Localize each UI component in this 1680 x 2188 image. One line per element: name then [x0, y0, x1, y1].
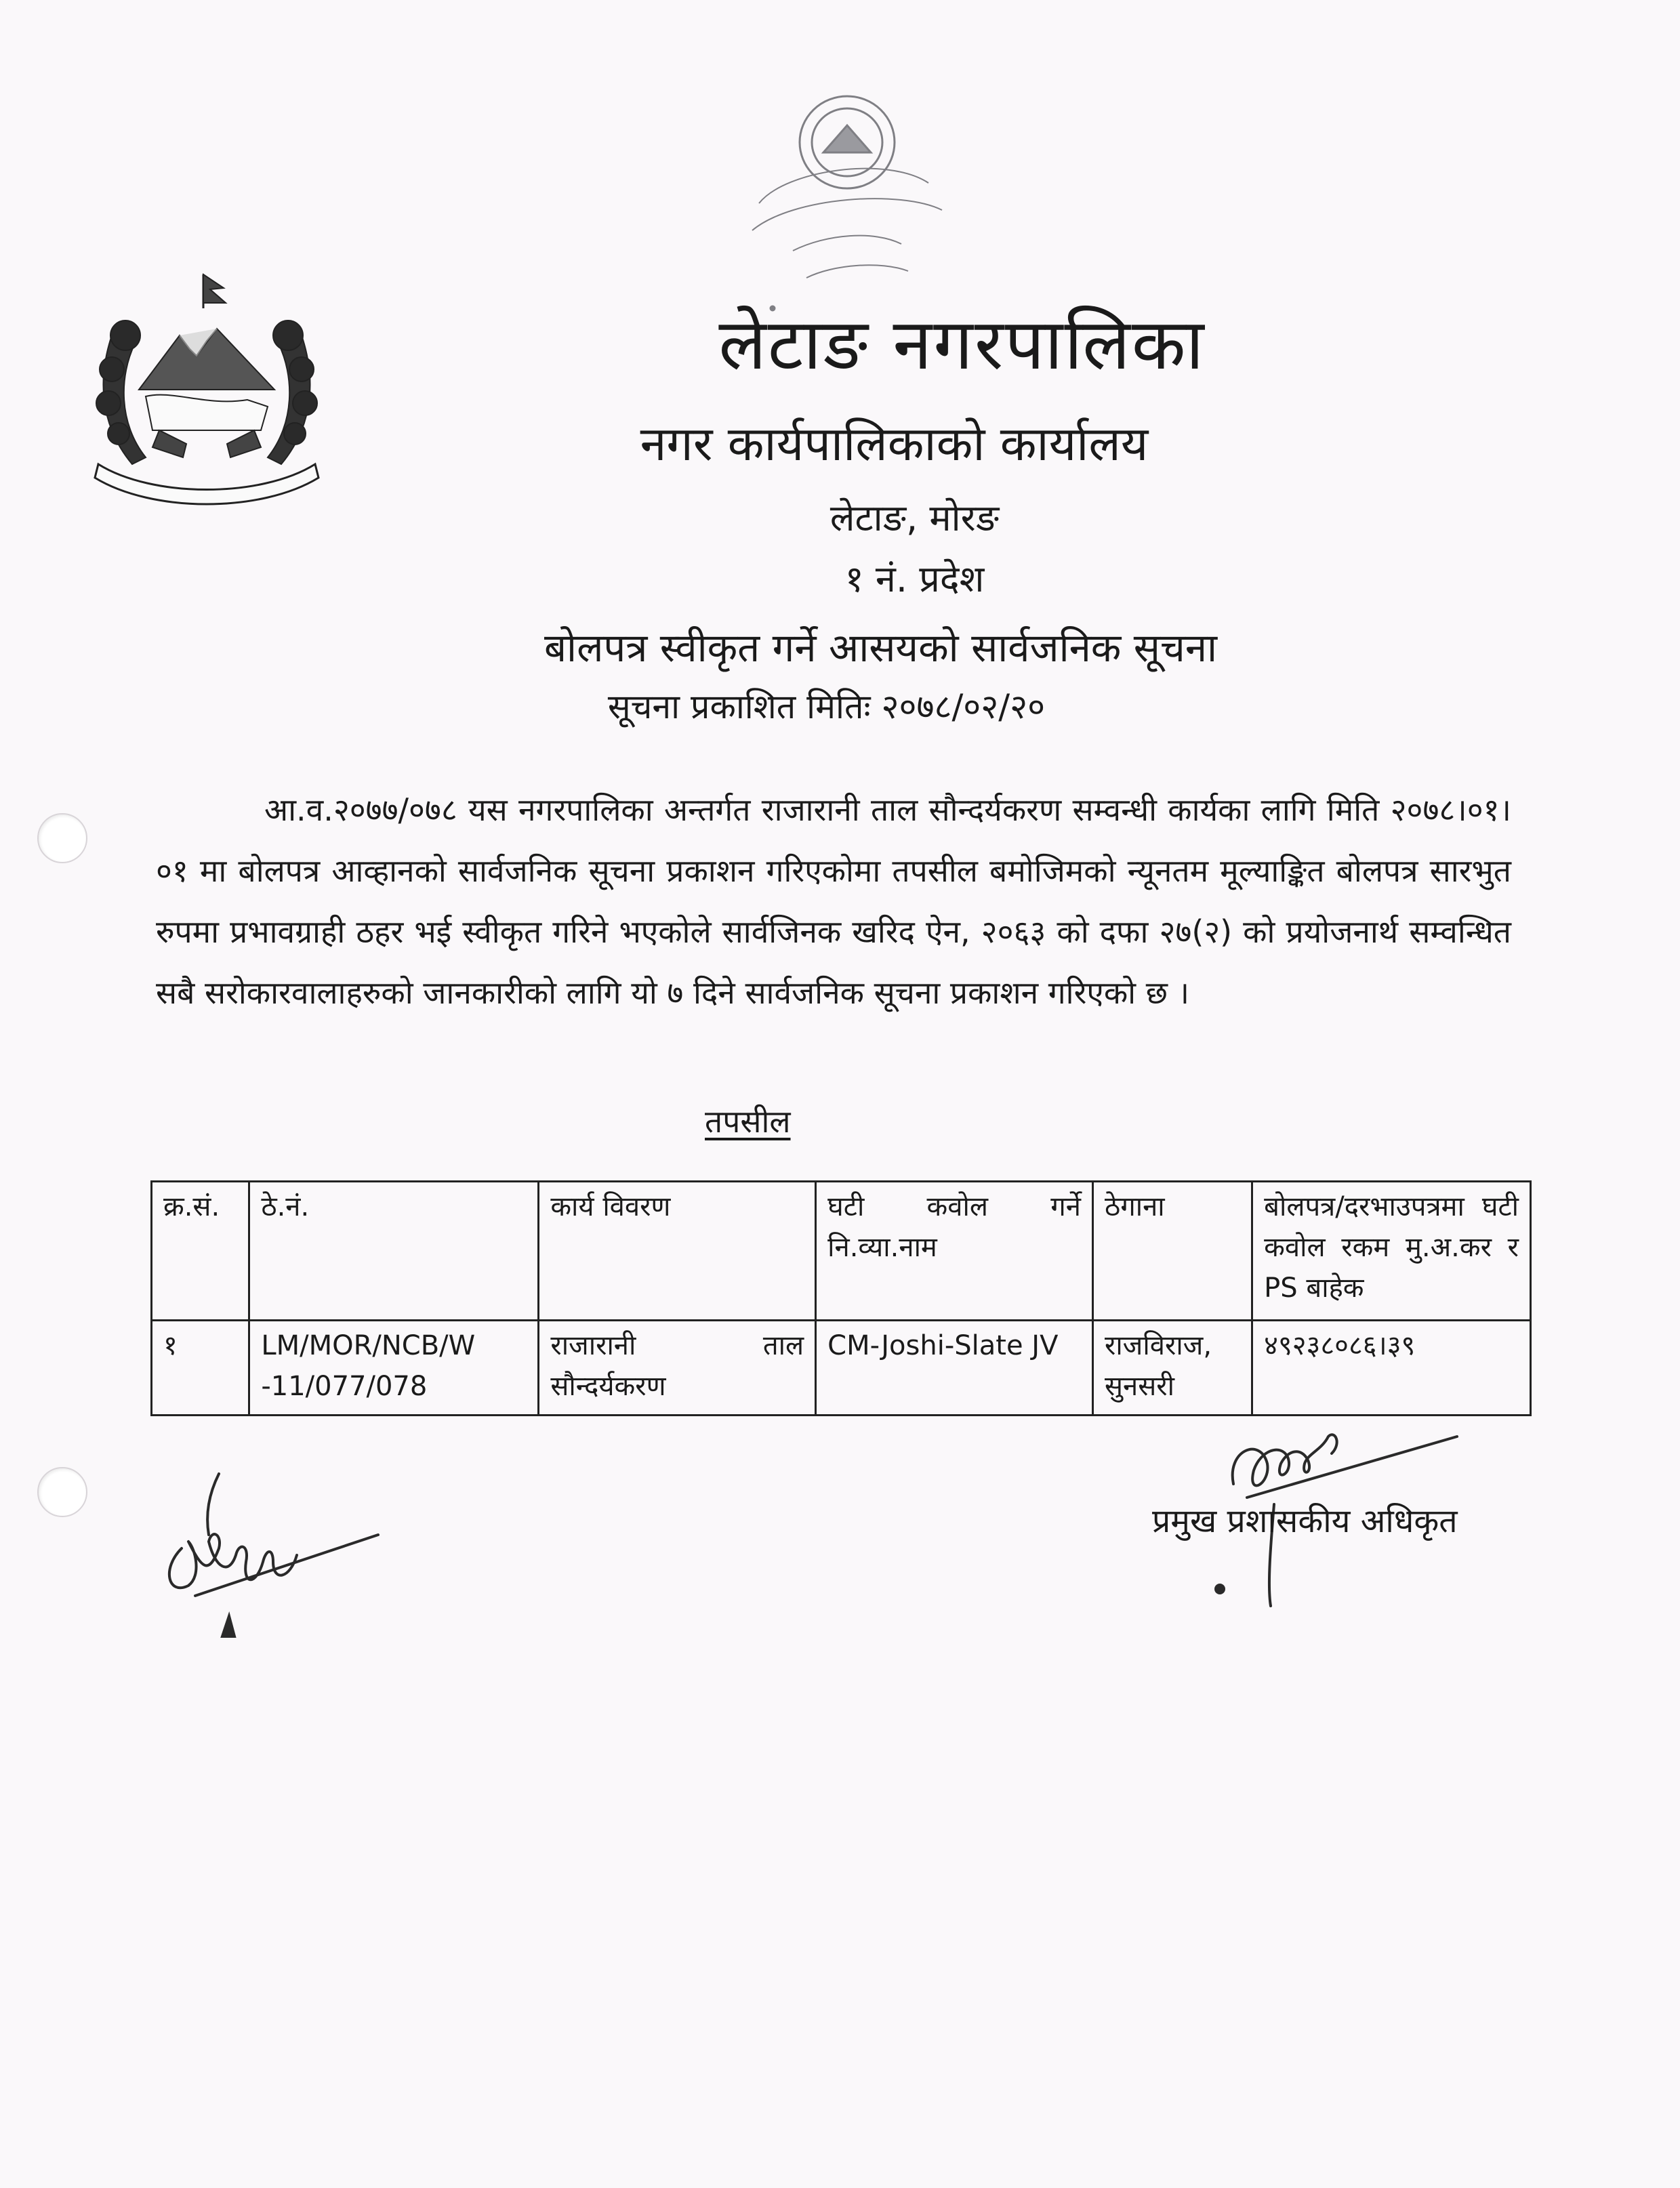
col-header-work-description: कार्य विवरण [539, 1182, 816, 1321]
office-location: लेटाङ, मोरङ [829, 497, 1000, 539]
punch-hole-top [37, 813, 87, 863]
bid-details-table [150, 1180, 1532, 1416]
office-seal-stamp [712, 88, 969, 312]
cell-bidder-name: CM-Joshi-Slate JV [816, 1321, 1093, 1416]
cell-address: राजविराज, सुनसरी [1092, 1321, 1252, 1416]
notice-title: बोलपत्र स्वीकृत गर्ने आसयको सार्वजनिक सूचना [544, 625, 1218, 671]
cell-bid-amount: ४९२३८०८६।३९ [1252, 1321, 1531, 1416]
cell-serial: १ [152, 1321, 249, 1416]
col-header-contract-no: ठे.नं. [249, 1182, 539, 1321]
details-heading: तपसील [705, 1103, 791, 1140]
notice-body-paragraph: आ.व.२०७७/०७८ यस नगरपालिका अन्तर्गत राजारानी ताल सौन्दर्यकरण सम्वन्धी कार्यका लागि मिति २०७८।०१।०१ मा बोलपत्र आव्हानको सार्वजनिक सूचना प्रकाशन गरिएकोमा तपसील बमोजिमको न्यूनतम मूल्याङ्कित बोलपत्र सारभुत रुपमा प्रभावग्राही ठहर भई स्वीकृत गरिने भएकोले सार्वजिनक खरिद ऐन, २०६३ को दफा २७(२) को प्रयोजनार्थ सम्वन्धित सबै सरोकारवालाहरुको जानकारीको लागि यो ७ दिने सार्वजनिक सूचना प्रकाशन गरिएको छ । [156, 791, 1511, 1011]
left-handwritten-signature [155, 1467, 398, 1670]
col-header-address: ठेगाना [1092, 1182, 1252, 1321]
office-name: नगर कार्यपालिकाको कार्यालय [640, 416, 1149, 472]
table-row [152, 1321, 1531, 1416]
punch-hole-bottom [37, 1467, 87, 1517]
col-header-bidder-name: घटी कवोल गर्ने नि.व्या.नाम [816, 1182, 1093, 1321]
cell-work-description: राजारानी ताल सौन्दर्यकरण [539, 1321, 816, 1416]
publication-date: सूचना प्रकाशित मितिः २०७८/०२/२० [607, 687, 1046, 726]
nepal-emblem-icon [71, 261, 342, 518]
col-header-bid-amount: बोलपत्र/दरभाउपत्रमा घटी कवोल रकम मु.अ.कर र PS बाहेक [1252, 1182, 1531, 1321]
cell-contract-no: LM/MOR/NCB/W -11/077/078 [249, 1321, 539, 1416]
table-header-row [152, 1182, 1531, 1321]
municipality-title: लेटाङ नगरपालिका [718, 303, 1206, 386]
col-header-serial: क्र.सं. [152, 1182, 249, 1321]
province-name: १ नं. प्रदेश [844, 558, 985, 600]
signatory-title: प्रमुख प्रशासकीय अधिकृत [1152, 1502, 1458, 1540]
